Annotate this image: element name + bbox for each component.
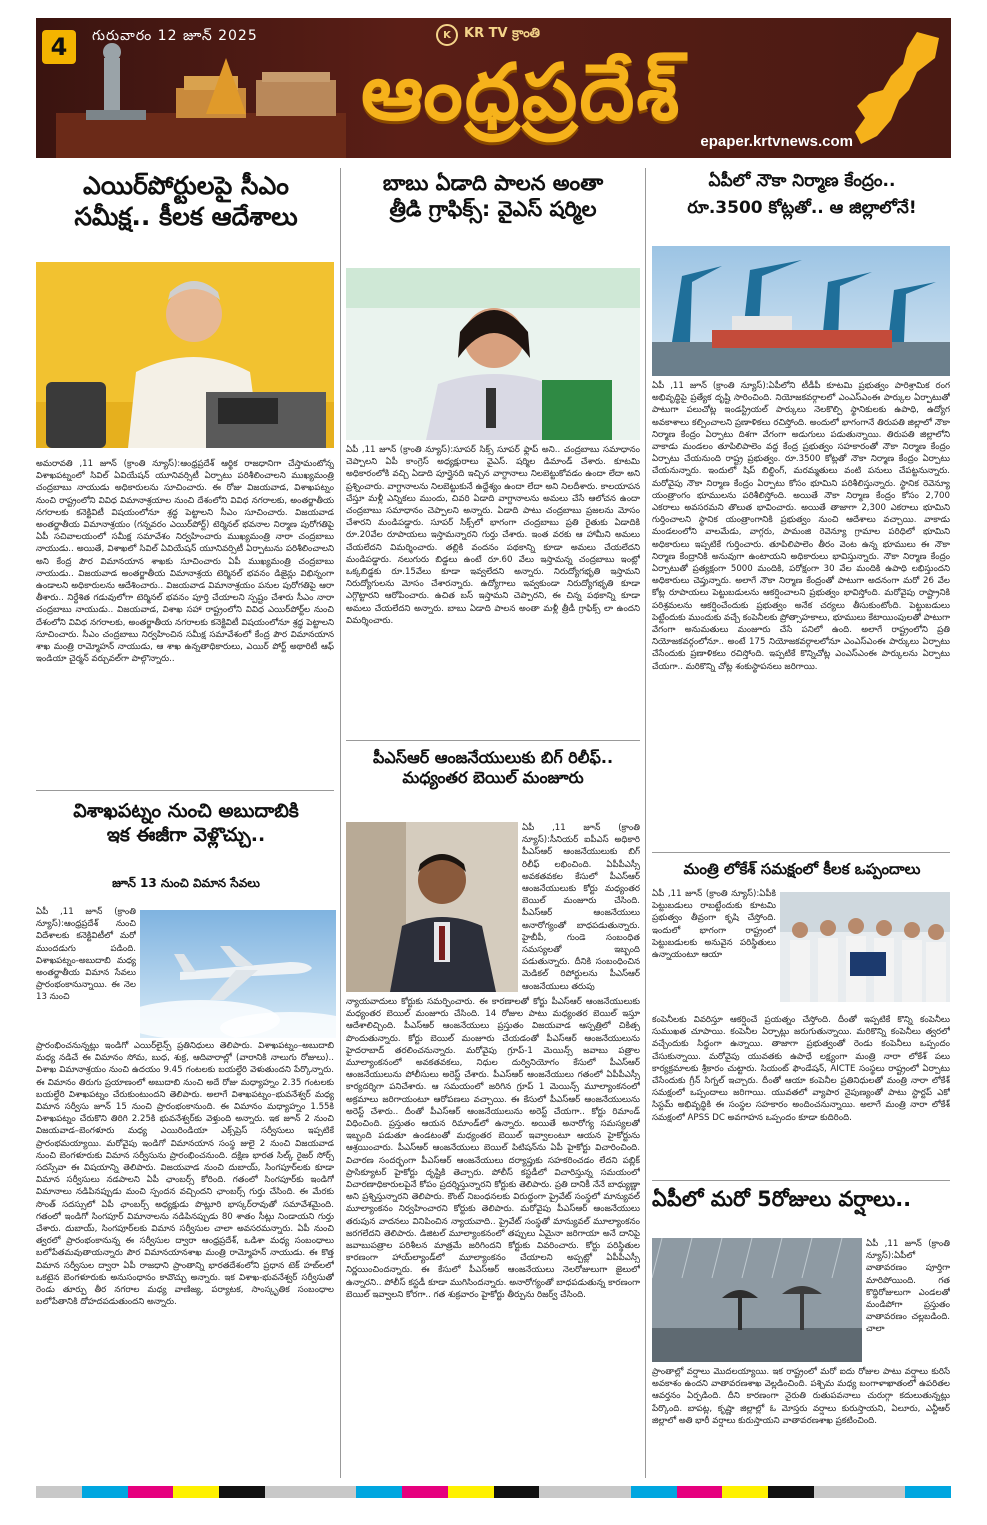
article-body-beside-photo: ఏపీ ,11 జూన్ (క్రాంతి న్యూస్):ఏపీలో వాతావరణం పూర్తిగా మారిపోయింది. గత కొద్దిరోజులుగా ఎండలతో మండిపోగా ప్రస్తుతం వాతావరణం చల్లబడింది. చాలా	[866, 1239, 950, 1335]
article-body: అమరావతి ,11 జూన్ (క్రాంతి న్యూస్):ఆంధ్రప్రదేశ్ ఆర్థిక రాజధానిగా చేస్తామంటోన్న విశాఖపట్నంలో సివిల్ ఏవియేషన్ యూనివర్సిటీ ఏర్పాటు పరిశీలించాలని ముఖ్యమంత్రి చంద్రబాబు నాయుడు అధికారులను సూచించారు. ఈ రోజు విజయవాడ, విశాఖపట్నం నుంచి రాష్ట్రంలోని వివిధ విమానాశ్రయాల నుంచి దేశంలోని వివిధ నగరాలకు, అంతర్జాతీయ నగరాలకు కనెక్టివిటీ విషయంలోనూ శ్రద్ధ పెట్టాలని సీఎం సూచించారు. విజయవాడ అంతర్జాతీయ విమానాశ్రయం (గన్నవరం ఎయిర్‌పోర్ట్) టెర్మినల్ భవనాల నిర్మాణ పురోగతిపై ఏపీ సచివాలయంలో సమీక్ష సమావేశం నిర్వహించారు ముఖ్యమంత్రి నారా చంద్రబాబు నాయుడు.. అయితే, విశాఖలో సివిల్ ఏవియేషన్ యూనివర్సిటీ ఏర్పాటును పరిశీలించాలని అని కేంద్ర పౌర విమానయాన శాఖకు సూచించారు ఏపీ ముఖ్యమంత్రి చంద్రబాబు నాయుడు.. విజయవాడ అంతర్జాతీయ విమానాశ్రయ టెర్మినల్ భవనం డిజైన్లు విభిన్నంగా ఉండాలని అధికారులను ఆదేశించారు.. విజయవాడ విమానాశ్రయం పనుల పురోగతిపై ఆరా తీశారు.. నిర్దేశిత గడువులోగా టెర్మినల్ భవనం పూర్తి చేయాలని స్పష్టం చేశారు సీఎం నారా చంద్రబాబు నాయుడు.. విజయవాడ, విశాఖ సహా రాష్ట్రంలోని వివిధ ఎయిర్‌పోర్ట్‌ల నుంచి దేశంలోని వివిధ నగరాలకు, అంతర్జాతీయ నగరాలకు కనెక్టివిటీ విషయంలోనూ శ్రద్ధ పెట్టాలని సూచించారు. సీఎం చంద్రబాబు నిర్వహించిన సమీక్ష సమావేశంలో కేంద్ర పౌర విమానయాన శాఖ మంత్రి రామ్మోహన్ నాయుడు, ఆ శాఖ ఉన్నతాధికారులు, ఎయిర్ పోర్ట్ అథారిటీ ఆఫ్ ఇండియా చైర్మన్ వర్చువల్‌గా పాల్గొన్నారు..	[36, 459, 334, 665]
section-divider	[36, 790, 334, 791]
airplane-photo	[140, 910, 336, 1038]
article-body-beside-photo: ఏపీ ,11 జూన్ (క్రాంతి న్యూస్):సీనియర్ ఐపీఎస్ అధికారి పీఎస్ఆర్ ఆంజనేయులుకు బిగ్ రిలీఫ్ లభించింది. ఏపీపీఎస్సీ అవకతవకల కేసులో పీఎస్ఆర్ ఆంజనేయులుకు కోర్టు మధ్యంతర బెయిల్ మంజూరు చేసింది. పీఎస్ఆర్ ఆంజనేయులు అనారోగ్యంతో బాధపడుతున్నారు. హైబీపీ, గుండె సంబంధిత సమస్యలతో ఇబ్బంది పడుతున్నారు. దీనికి సంబంధించిన మెడికల్ రిపోర్టులను పీఎస్ఆర్ ఆంజనేయులు తరుపు	[522, 823, 640, 992]
subheadline-abudhabi: జూన్ 13 నుంచి విమాన సేవలు	[112, 876, 260, 890]
headline-line: ఇక ఈజీగా వెళ్లొచ్చు..	[106, 823, 266, 846]
headline-shipbuilding	[652, 168, 952, 222]
print-registration-bar	[36, 1486, 951, 1498]
headline-line: మధ్యంతర బెయిల్ మంజూరు	[402, 768, 584, 787]
andhra-pradesh-map-icon	[847, 28, 947, 148]
headline-abudhabi	[36, 800, 336, 848]
masthead	[36, 18, 951, 158]
section-divider	[652, 1180, 950, 1181]
column-divider	[645, 168, 646, 1478]
sharmila-photo	[346, 268, 640, 440]
headline-lokesh: మంత్రి లోకేశ్ సమక్షంలో కీలక ఒప్పందాలు	[683, 860, 921, 878]
article-body-beside-photo: ఏపీ ,11 జూన్ (క్రాంతి న్యూస్):ఏపీకి పెట్టుబడులు రాబట్టేందుకు కూటమి ప్రభుత్వం తీవ్రంగా కృషి చేస్తోంది. ఇందులో భాగంగా రాష్ట్రంలో పెట్టుబడులకు అనువైన పరిస్థితులు ఉన్నాయంటూ ఆయా	[652, 889, 776, 961]
headline-line: త్రీడి గ్రాఫిక్స్: వైఎస్ షర్మిల	[389, 197, 597, 222]
article-body: కంపెనీలకు వివరిస్తూ ఆకర్షించే ప్రయత్నం చేస్తోంది. దీంతో ఇప్పటికే కొన్ని కంపెనీలు సుముఖత చూపాయి. కంపెనీల ఏర్పాట్లు జరుగుతున్నాయి. మరికొన్ని కంపెనీలు త్వరలో వచ్చేందుకు సిద్ధంగా ఉన్నాయి. తాజాగా ప్రభుత్వంతో రెండు కంపెనీలు ఒప్పందం చేసుకున్నాయి. మరోవైపు యువతకు ఉపాధే లక్ష్యంగా మంత్రి నారా లోకేశ్ పలు కార్యక్రమాలకు శ్రీకారం చుట్టారు. సియంట్ ఫౌండేషన్, AICTE సంస్థలు రాష్ట్రంలో ఏర్పాటు చేసేందుకు గ్రీన్ సిగ్నల్ ఇచ్చారు. దీంతో ఆయా కంపెనీల ప్రతినిధులతో మంత్రి నారా లోకేశ్ సమక్షంలో ఒప్పందాలు జరిగాయి. యువతలో వ్యాపార నైపుణ్యంతో పాటు స్టార్టప్ ఎకో సిస్టమ్ అభివృద్ధికి ఈ సంస్థల సహకారం అందించనున్నాయి. అలాగే మంత్రి నారా లోకేశ్ సమక్షంలో APSS DC అవగాహన ఒప్పందం కూడా కుదిరింది.	[652, 1015, 950, 1123]
article-body: ప్రారంభించనున్నట్లు ఇండిగో ఎయిర్‌లైన్స్ ప్రతినిధులు తెలిపారు. విశాఖపట్నం–అబుదాబి మధ్య నడిచే ఈ విమానం సోమ, బుధ, శుక్ర, ఆదివారాల్లో (వారానికి నాలుగు రోజులు).. విశాఖ విమానాశ్రయం నుంచి ఉదయం 9.45 గంటలకు బయల్దేరి వెళుతుందని పేర్కొన్నారు. ఈ విమానం తిరుగు ప్రయాణంలో అబుదాబి నుంచి అదే రోజు మధ్యాహ్నం 2.35 గంటలకు బయల్దేరి విశాఖపట్నం చేరుకుంటుందని తెలిపారు. అలాగే విశాఖపట్నం–భువనేశ్వర్ మధ్య విమాన సర్వీసు జూన్ 15 నుంచి ప్రారంభంకానుంది. ఈ విమానం మధ్యాహ్నం 1.55కి విశాఖపట్నం చేరుకొని తిరిగి 2.25కి భువనేశ్వర్‌కు వెళ్తుంది అన్నారు. ఇక జూన్ 2 నుంచి విజయవాడ–బెంగళూరు మధ్య ఎయిరిండియా ఎక్స్‌ప్రెస్ సర్వీసులు ఇప్పటికే ప్రారంభమయ్యాయి. మరోవైపు ఇండిగో విమానయాన సంస్థ జులై 2 నుంచి విజయవాడ నుంచి బెంగళూరుకు విమాన సర్వీసును ప్రారంభించనుంది. దక్షిణ భారత సిల్క్ రైజర్ సోర్స్ సదస్సేవా ఈ విషయాన్ని తెలిపారు. విజయవాడ నుంచి దుబాయ్, సింగపూర్‌లకు కూడా విమాన సర్వీసులు నడపాలని ఏపీ ఛాంబర్స్ కోరింది. గతంలో సింగపూర్‌కు ఇండిగో విమానాలు నడిపినప్పుడు మంచి స్పందన వచ్చిందని ఛాంబర్స్ గుర్తు చేసింది. ఈ మేరకు సొంత్ సదస్సులో ఏపీ ఛాంబర్స్ అధ్యక్షుడు పొట్లూరి భాస్కర్‌రావుతో సమావేశమైంది. గతంలో ఇండిగో సింగపూర్ విమానాలను నడిపినప్పుడు 80 శాతం సీట్లు నిండాయని గుర్తు చేశారు. దుబాయ్, సింగపూర్‌లకు విమాన సర్వీసుల చాలా అవసరమన్నారు. ఏపీ నుంచి త్వరలో ప్రారంభంకానున్న ఈ సర్వీసుల ద్వారా ఆంధ్రప్రదేశ్, ఒడిశా మధ్య సంబంధాలు బలోపేతమవుతాయన్నారు పౌర విమానయానశాఖ మంత్రి రామ్మోహన్ నాయుడు. ఈ కొత్త విమాన సర్వీసుల ద్వారా ఏపీ రాజధాని ప్రాంతాన్ని భారతదేశంలోని ప్రధాన టెక్ హబ్‌లలో ఒకటైన బెంగళూరుకు అనుసంధానం కావొచ్చు అన్నారు. ఇక విశాఖ-భువనేశ్వర్ సర్వీసుతో రెండు తూర్పు తీర నగరాల మధ్య వాణిజ్య, పర్యాటక, సాంస్కృతిక సంబంధాల బలోపేతానికి దోహదపడుతుందని అన్నారు.	[36, 1041, 334, 1308]
section-divider	[652, 852, 950, 853]
cm-review-photo	[36, 262, 334, 448]
article-body: ఏపీ ,11 జూన్ (క్రాంతి న్యూస్):ఏపీలోని టీడీపీ కూటమి ప్రభుత్వం పారిశ్రామిక రంగ అభివృద్ధిపై ప్రత్యేక దృష్టి సారించింది. నియోజకవర్గాలలో ఎంఎస్ఎంఈ పార్కుల ఏర్పాటుతో పాటుగా పలుచోట్ల ఇండస్ట్రియల్ పార్కులు నెలకొల్పి స్థానికులకు ఉపాధి, ఉద్యోగ అవకాశాలు కల్పించాలని ప్రణాళికలు రచిస్తోంది. అందులో భాగంగానే తిరుపతి జిల్లాలో నౌకా నిర్మాణ కేంద్రం ఏర్పాటు దిశగా వేగంగా అడుగులు పడుతున్నాయి. తిరుపతి జిల్లాలోని వాకాడు మండలం తూపిలిపాలెం వద్ద కేంద్ర ప్రభుత్వం సహకారంతో నౌకా నిర్మాణ కేంద్రం ఏర్పాటు చేయనుంది రాష్ట్ర ప్రభుత్వం. రూ.3500 కోట్లతో నౌకా నిర్మాణ కేంద్రం ఏర్పాటు చేయనున్నారు. ఇందులో షిప్ బిల్డింగ్, మరమ్మతులు వంటి పనులు చేపట్టనున్నారు. మరోవైపు నౌకా నిర్మాణ కేంద్రం ఏర్పాటు కోసం భూమిని పరిశీలిస్తున్నారు. స్థానిక రెవెన్యూ యంత్రాంగం భూములను పరిశీలిస్తోంది. అయితే నౌకా నిర్మాణ కేంద్రం కోసం 2,700 ఎకరాలు అవసరమని తొలుత భావించారు. అయితే తాజాగా 2,300 ఎకరాలు భూమిని గుర్తించాలని స్థానిక యంత్రాంగానికి ప్రభుత్వం నుంచి ఆదేశాలు వచ్చాయి. వాకాడు మండలంలోని వాలమేడు, వాగ్గరు, పామంజి రెవెన్యూ గ్రామాల పరిధిలో భూమిని అధికారులు ఇప్పటికే గుర్తించారు. తూపిలిపాలెం తీరం వెంట ఉన్న భూములు ఈ నౌకా నిర్మాణ కేంద్రానికి అనువుగా ఉంటాయని అధికారులు భావిస్తున్నారు. నౌకా నిర్మాణ కేంద్రం ఏర్పాటుతో ప్రత్యక్షంగా 5000 మందికి, పరోక్షంగా 30 వేల మందికి ఉపాధి లభిస్తుందని అధికారులు చెప్తున్నారు. అలాగే నౌకా నిర్మాణ కేంద్రంతో పాటుగా అదనంగా మరో 26 వేల కోట్ల రూపాయలు పెట్టుబడులను ఆకర్షించాలని ప్రభుత్వం భావిస్తోంది. మరోవైపు రాష్ట్రానికి పరిశ్రమలను ఆకర్షించేందుకు ప్రభుత్వం అనేక చర్యలు తీసుకుంటోంది. పెట్టుబడులు పెట్టేందుకు ముందుకు వచ్చే కంపెనీలకు ప్రోత్సాహకాలు, భూములు కేటాయింపులతో పాటుగా వేగంగా అనుమతులు మంజూరు చేసే పనిలో ఉంది. అలాగే రాష్ట్రంలోని ప్రతి నియోజకవర్గంలోనూ.. అంటే 175 నియోజకవర్గాలలోనూ ఎంఎస్ఎంఈ పార్కులు ఏర్పాటు చేసేందుకు ప్రణాళికలు రచిస్తోంది. ఇప్పటికే కొన్నిచోట్ల ఎంఎస్ఎంఈ పార్కులను ఏర్పాటు చేయగా.. మరికొన్ని చోట్ల శంకుస్థాపనలు జరిగాయి.	[652, 381, 950, 672]
headline-line: ఏపీలో నౌకా నిర్మాణ కేంద్రం..	[708, 171, 896, 191]
article-body-beside-photo: ఏపీ ,11 జూన్ (క్రాంతి న్యూస్):ఆంధ్రప్రదేశ్ నుంచి విదేశాలకు కనెక్టివిటీలో మరో ముందడుగు పడింది. విశాఖపట్నం-అబుదాబి మధ్య అంతర్జాతీయ విమాన సేవలు ప్రారంభంకానున్నాయి. ఈ నెల 13 నుంచి	[36, 907, 136, 1003]
headline-line: సమీక్ష.. కీలక ఆదేశాలు	[74, 202, 298, 232]
newspaper-title: ఆంధ్రప్రదేశ్	[361, 48, 682, 138]
lokesh-agreement-photo	[780, 892, 950, 1002]
rain-photo	[652, 1238, 862, 1362]
article-body: ప్రాంతాల్లో వర్షాలు మొదలయ్యాయి. ఇక రాష్ట్రంలో మరో ఐదు రోజుల పాటు వర్షాలు కురిసే అవకాశం ఉందని వాతావరణశాఖ వెల్లడించింది. పశ్చిమ మధ్య బంగాళాఖాతంలో ఉపరితల ఆవర్తనం ఏర్పడింది. దీని కారణంగా నైరుతి రుతుపవనాలు చురుగ్గా కదులుతున్నట్లు పేర్కొంది. బాపట్ల, కృష్ణా జిల్లాల్లో ఓ మోస్తరు వర్షాలు కురుస్తాయని, ఏలూరు, ఎన్టీఆర్ జిల్లాలో అతి భారీ వర్షాలు కురుస్తాయని వాతావరణశాఖ ప్రకటించింది.	[652, 1367, 950, 1426]
dateline: గురువారం 12 జూన్ 2025	[92, 28, 258, 44]
headline-sharmila	[346, 170, 640, 223]
brand-logo	[436, 24, 540, 46]
psr-anjaneyulu-photo	[346, 822, 518, 992]
section-divider	[346, 740, 640, 741]
headline-rain: ఏపీలో మరో 5రోజులు వర్షాలు..	[652, 1187, 912, 1211]
shipyard-photo	[652, 246, 950, 376]
headline-airports	[36, 170, 336, 233]
headline-line: విశాఖపట్నం నుంచి అబుదాబికి	[73, 800, 299, 822]
krtv-logo-icon: K	[436, 24, 458, 46]
brand-name: KR TV క్రాంతి	[464, 26, 540, 41]
article-body: ఏపీ ,11 జూన్ (క్రాంతి న్యూస్):సూపర్ సిక్స్ సూపర్ ఫ్లాప్ అని.. చంద్రబాబు సమాధానం చెప్పాలని ఏపీ కాంగ్రెస్ అధ్యక్షురాలు వైఎస్. షర్మిల డిమాండ్ చేశారు. కూటమి అధికారంలోకి వచ్చి ఏడాది పూర్తైనది ఇచ్చిన వాగ్దానాలు నిలబెట్టుకోవడం ఉందా లేదా అని ప్రశ్నించారు. వాగ్దానాలను నిలబెట్టుకునే ఉద్దేశ్యం ఉందా లేదా అని నిలదీశారు. కాలయాపన చేస్తూ మళ్లీ ఎన్నికలు ముందు, చివరి ఏడాది వాగ్దానాలను అమలు చేసే ఆలోచన ఉందా చంద్రబాబు సమాధానం చెప్పాలని అన్నారు. ఏడాది పాటు చంద్రబాబు ప్రజలను మోసం చేశారని మండిపడ్డారు. సూపర్ సిక్స్‌లో భాగంగా చంద్రబాబు ప్రతి రైతుకు ఏడాదికి రూ.20వేల రూపాయలు ఇస్తామన్నారని గుర్తు చేశారు. ఇంత వరకు ఆ హామీని అమలు చేయలేదని విమర్శించారు. తల్లికి వందనం పథకాన్ని కూడా అమలు చేయలేదని మండిపడ్డారు. నలుగురు బిడ్డలు ఉంటే రూ.60 వేలు ఇస్తామన్న చంద్రబాబు ఇంట్లో ఒక్కబిడ్డకు రూ.15వేలు కూడా ఇవ్వలేదని అన్నారు. నిరుద్యోగభృతి ఇస్తామని నిరుద్యోగులను మోసం చేశారన్నారు. ఉద్యోగాలు ఇవ్వకుండా నిరుద్యోగభృతి కూడా ఎగ్గొట్టారని ఆరోపించారు. ఉచిత బస్ ఇస్తామని చెప్పారని, ఈ చిన్న పథకాన్ని కూడా అమలు చేయలేదని అన్నారు. బాబు ఏడాది పాలన అంతా మళ్లీ త్రీడీ గ్రాఫిక్స్ లా ఉందని విమర్శించారు.	[346, 445, 640, 626]
page-number: 4	[42, 30, 76, 64]
headline-line: పీఎస్ఆర్ ఆంజనేయులుకు బిగ్ రిలీఫ్..	[372, 748, 614, 767]
column-divider	[340, 168, 341, 1478]
headline-line: రూ.3500 కోట్లతో.. ఆ జిల్లాలోనే!	[687, 198, 917, 219]
article-body: న్యాయవాదులు కోర్టుకు సమర్పించారు. ఈ కారణాలతో కోర్టు పీఎస్ఆర్ ఆంజనేయులుకు మధ్యంతర బెయిల్ మంజూరు చేసింది. 14 రోజుల పాటు మధ్యంతర బెయిల్ ఇస్తూ ఆదేశాలిచ్చింది. పీఎస్ఆర్ ఆంజనేయులు ప్రస్తుతం విజయవాడ ఆస్పత్రిలో చికిత్స పొందుతున్నారు. కోర్టు బెయిల్ మంజూరు చేయడంతో పీఎస్ఆర్ ఆంజనేయులును హైదరాబాద్ తరలించనున్నారు. మరోవైపు గ్రూప్-1 మెయిన్స్ జవాబు పత్రాల మూల్యాంకనంలో అవకతవకలు, నిధుల దుర్వినియోగం కేసులో పీఎస్ఆర్ ఆంజనేయులును పోలీసులు అరెస్ట్ చేశారు. పీఎస్ఆర్ ఆంజనేయులు గతంలో ఏపీపీఎస్సీ కార్యదర్శిగా పనిచేశారు. ఆ సమయంలో జరిగిన గ్రూప్ 1 మెయిన్స్ మూల్యాంకనంలో అక్రమాలు జరిగాయంటూ ఆరోపణలు వచ్చాయి. ఈ కేసులో పీఎస్ఆర్ ఆంజనేయులును అరెస్ట్ చేశారు.. దీంతో పీఎస్ఆర్ ఆంజనేయులును అరెస్ట్ చేయగా.. కోర్టు రిమాండ్ విధించింది. ప్రస్తుతం ఆయన రిమాండ్‌లో ఉన్నారు. అయితే అనారోగ్య సమస్యలతో ఇబ్బంది పడుతూ ఉండటంతో మధ్యంతర బెయిల్ ఇవ్వాలంటూ ఆయన హైకోర్టును ఆశ్రయించారు. పీఎస్ఆర్ ఆంజనేయులు బెయిల్ పిటిషన్‌ను ఏపీ హైకోర్టు విచారించింది. విచారణ సందర్భంగా పీఎస్ఆర్ ఆంజనేయులు దర్యాప్తుకు సహకరించడం లేదని పబ్లిక్ ప్రాసిక్యూటర్ హైకోర్టు దృష్టికి తెచ్చారు. పోలీస్ కస్టడీలో విచారిస్తున్న సమయంలో విచారణాధికారులపైనే కోపం ప్రదర్శిస్తున్నారని కోర్టుకు తెలిపారు. ప్రతి దానికీ నేనే బాధ్యుణ్ణా అని ప్రశ్నిస్తున్నారని తెలిపారు. కౌంట్ నిబంధనలకు విరుద్ధంగా ప్రైవేట్ సంస్థలో మాన్యువల్ మూల్యాంకనం నిర్వహించారని కోర్టుకు తెలిపారు. మరోవైపు పీఎస్ఆర్ ఆంజనేయులు తరుపున వాదనలు వినిపించిన న్యాయవాది.. ప్రైవేట్ సంస్థతో మాన్యువల్ మూల్యాంకనం జరగలేదని తెలిపారు. డిజిటల్ మూల్యాంకనంలో తప్పులు ఏమైనా జరిగాయా అనే దానిపై జవాబుపత్రాల పరిశీలన మాత్రమే జరిగిందని కోర్టుకు వివరించారు. కోర్టు పరిస్థితుల కారణంగా హాయ్‌ల్యాండ్‌లో మూల్యాంకనం చేయాలని అప్పట్లో ఏపీపీఎస్సీ నిర్ణయించిందన్నారు. ఈ కేసులో పీఎస్ఆర్ ఆంజనేయులు నెలరోజులుగా జైలులో ఉన్నారని.. పోలీస్ కస్టడీ కూడా ముగిసిందన్నారు. అనారోగ్యంతో బాధపడుతున్న కారణంగా బెయిల్ ఇవ్వాలని కోరగా.. గత శుక్రవారం హైకోర్టు తీర్పును రిజర్వ్ చేసింది.	[346, 997, 640, 1300]
epaper-url[interactable]: epaper.krtvnews.com	[700, 133, 853, 150]
headline-line: ఎయిర్‌పోర్టులపై సీఎం	[83, 171, 289, 200]
headline-line: బాబు ఏడాది పాలన అంతా	[382, 171, 604, 195]
headline-psr	[346, 748, 640, 788]
